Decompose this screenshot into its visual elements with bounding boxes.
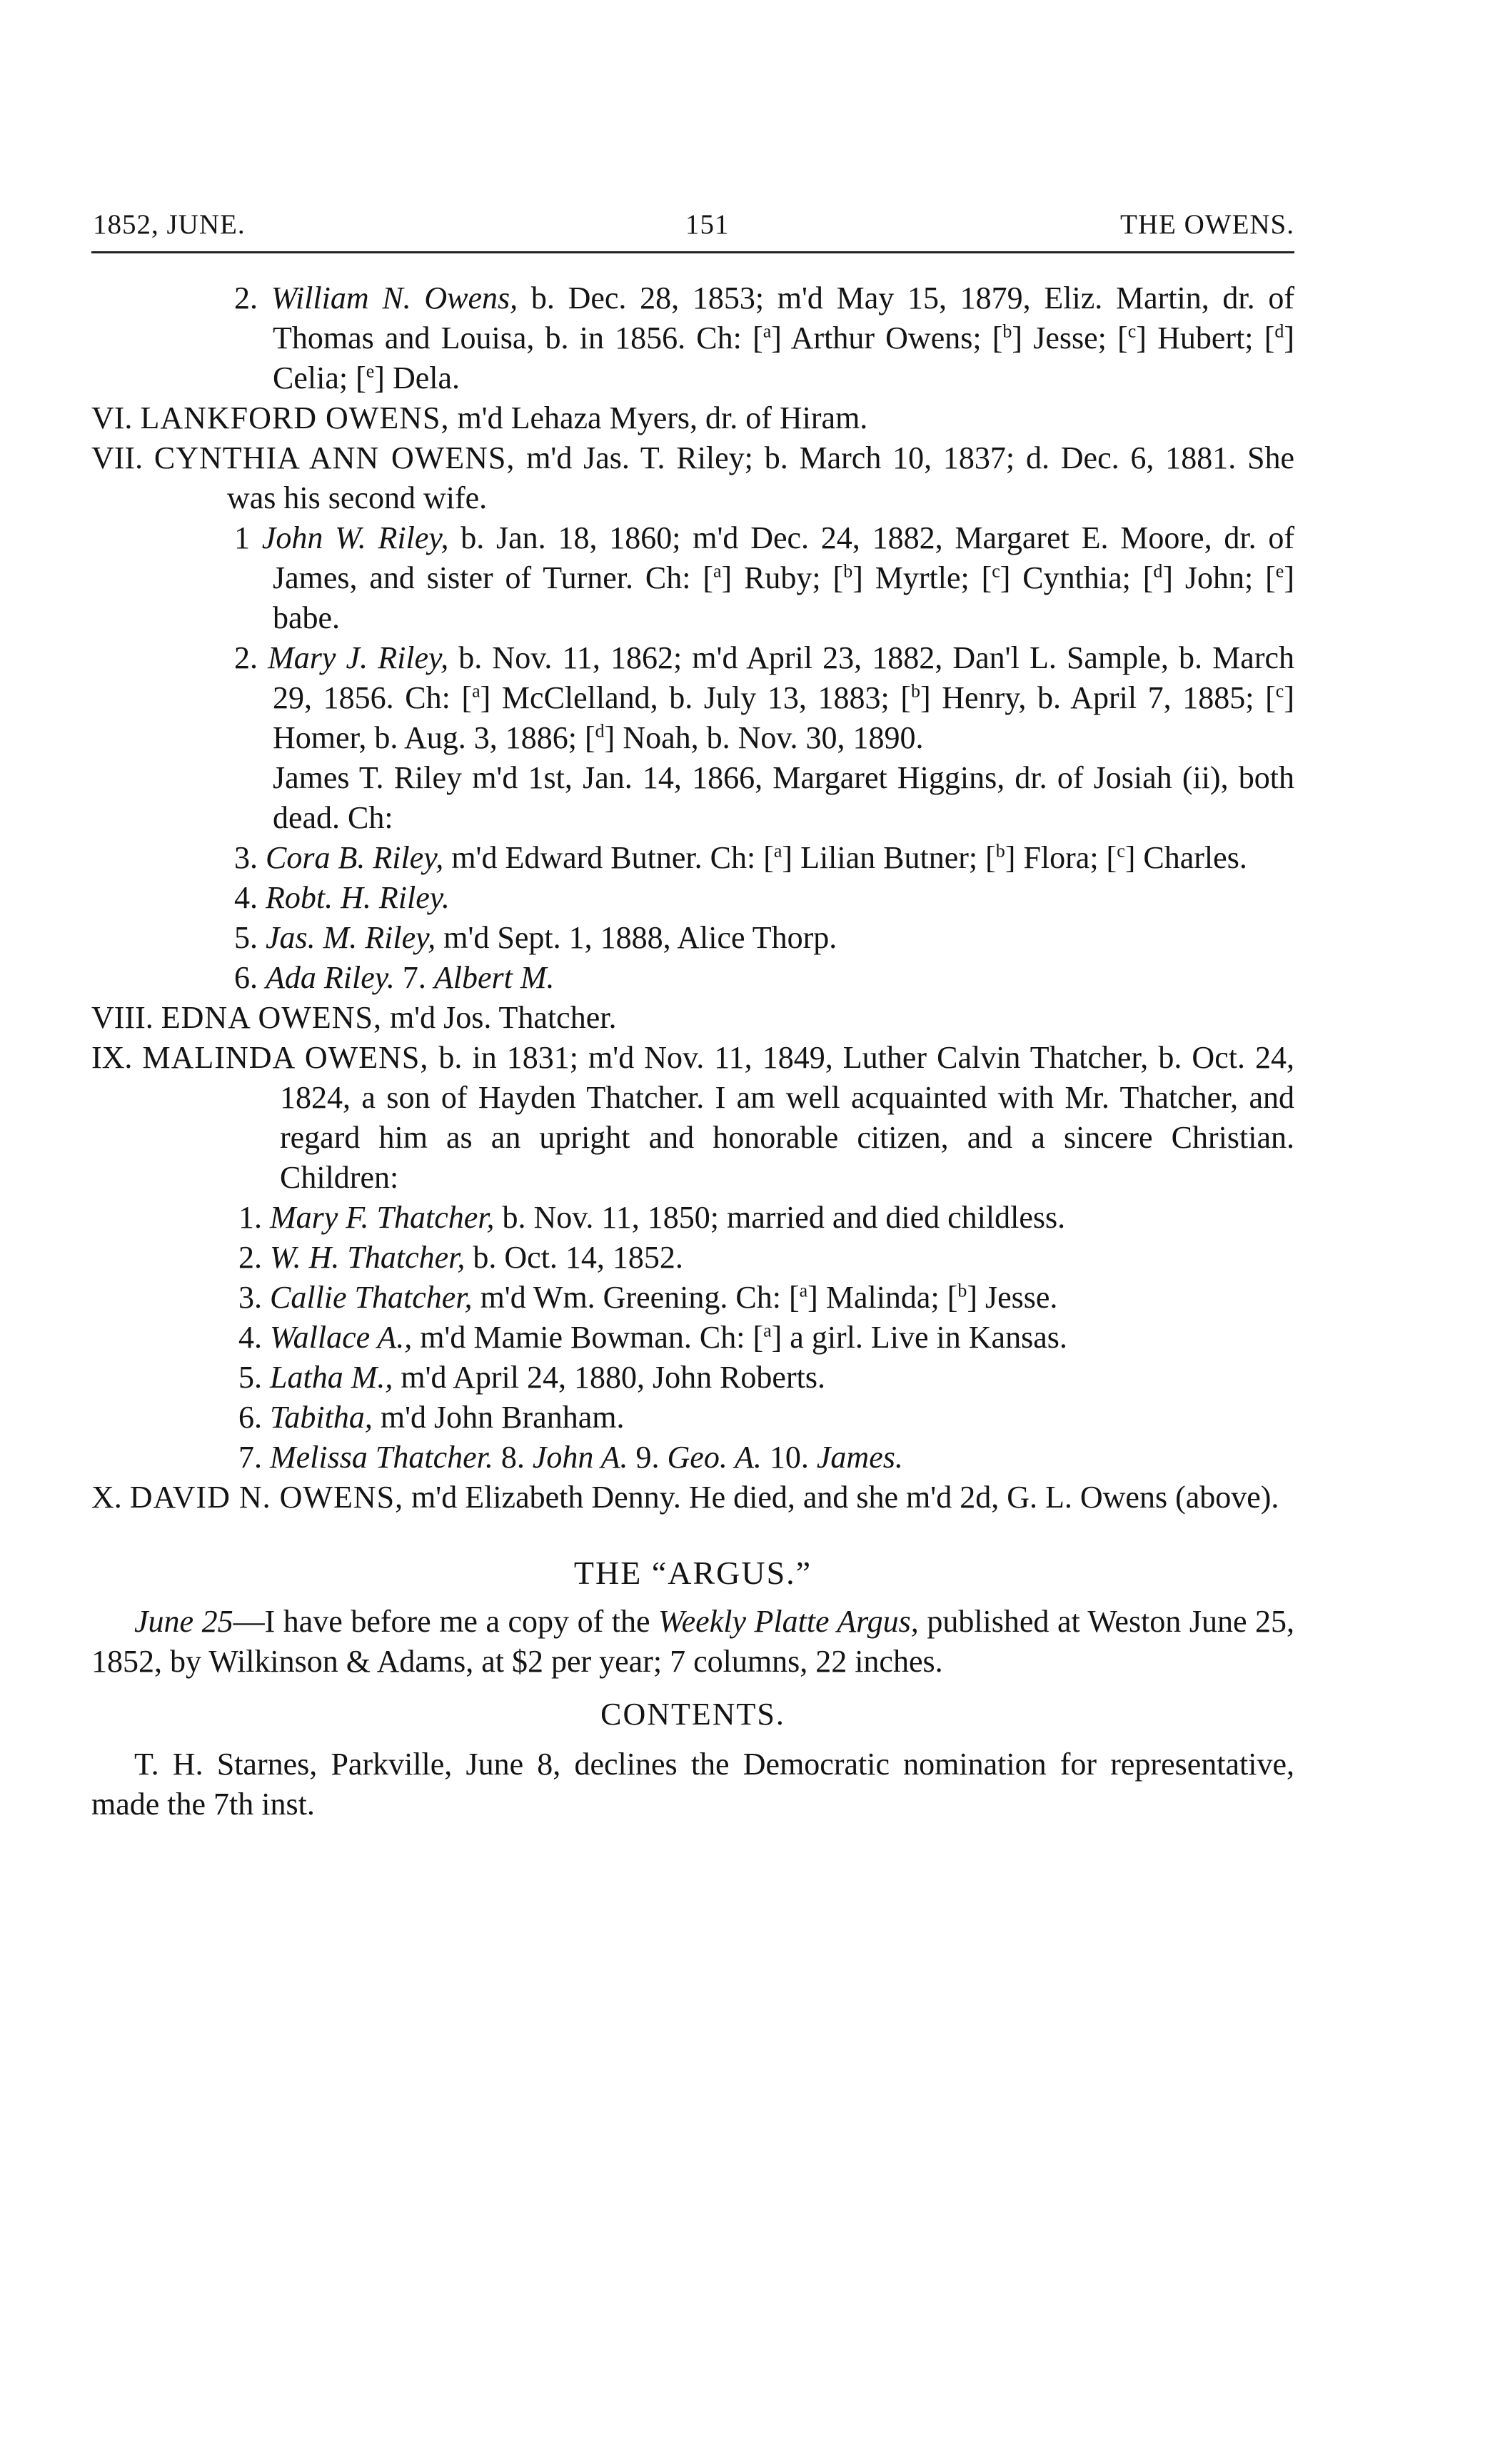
entry-mary-riley: 2. Mary J. Riley, b. Nov. 11, 1862; m'd April 23, 1882, Dan'l L. Sample, b. March 29, 1856. Ch: [$^a$] McClelland, b. July 13, 1883; [$^b$] Henry, b. April 7, 1885; [$^c$] Homer, b. Aug. 3, 1886; [$^d$] Noah, b. Nov. 30, 1890. bbox=[234, 640, 1303, 755]
contents-heading: CONTENTS. bbox=[600, 1697, 785, 1732]
entry-robt-riley: 4. Robt. H. Riley. bbox=[234, 880, 450, 915]
entry-john-riley: 1 John W. Riley, b. Jan. 18, 1860; m'd Dec. 24, 1882, Margaret E. Moore, dr. of James, and sister of Turner. Ch: [$^a$] Ruby; [$^b$] Myrtle; [$^c$] Cynthia; [$^d$] John; [$^e$] babe. bbox=[234, 520, 1303, 635]
entry-x-david-owens: X. DAVID N. OWENS, m'd Elizabeth Denny. He died, and she m'd 2d, G. L. Owens (above). bbox=[91, 1480, 1279, 1515]
entry-callie-thatcher: 3. Callie Thatcher, m'd Wm. Greening. Ch: [$^a$] Malinda; [$^b$] Jesse. bbox=[238, 1280, 1058, 1315]
entry-jas-riley: 5. Jas. M. Riley, m'd Sept. 1, 1888, Alice Thorp. bbox=[234, 920, 837, 955]
entry-ada-albert-riley: 6. Ada Riley. 7. Albert M. bbox=[234, 960, 555, 995]
entry-vii-cynthia-ann-owens: VII. CYNTHIA ANN OWENS, m'd Jas. T. Riley; b. March 10, 1837; d. Dec. 6, 1881. She was his second wife. bbox=[91, 440, 1303, 515]
contents-paragraph: T. H. Starnes, Parkville, June 8, declines the Democratic nomination for representative, made the 7th inst. bbox=[91, 1747, 1294, 1822]
entry-mary-thatcher: 1. Mary F. Thatcher, b. Nov. 11, 1850; married and died childless. bbox=[238, 1200, 1066, 1235]
entry-vi-lankford-owens: VI. LANKFORD OWENS, m'd Lehaza Myers, dr. of Hiram. bbox=[91, 400, 868, 435]
argus-heading: THE “ARGUS.” bbox=[573, 1555, 812, 1591]
book-page bbox=[91, 0, 1303, 2464]
entry-latha: 5. Latha M., m'd April 24, 1880, John Roberts. bbox=[238, 1360, 825, 1395]
riley-first-marriage-note: James T. Riley m'd 1st, Jan. 14, 1866, Margaret Higgins, dr. of Josiah (ii), both dead. Ch: bbox=[273, 760, 1294, 835]
argus-paragraph: June 25—I have before me a copy of the Weekly Platte Argus, published at Weston June 25, 1852, by Wilkinson & Adams, at $2 per year; 7 columns, 22 inches. bbox=[91, 1604, 1303, 1679]
entry-ix-malinda-owens: IX. MALINDA OWENS, b. in 1831; m'd Nov. 11, 1849, Luther Calvin Thatcher, b. Oct. 24, 1824, a son of Hayden Thatcher. I am well acquainted with Mr. Thatcher, and regard him as an upright and honorable citizen, and a sincere Christian. Children: bbox=[91, 1040, 1303, 1195]
entry-wallace: 4. Wallace A., m'd Mamie Bowman. Ch: [$^a$] a girl. Live in Kansas. bbox=[238, 1320, 1067, 1355]
running-header bbox=[91, 208, 1294, 244]
entry-cora-riley: 3. Cora B. Riley, m'd Edward Butner. Ch: [$^a$] Lilian Butner; [$^b$] Flora; [$^c$] Charles. bbox=[234, 840, 1247, 875]
page-body bbox=[91, 278, 1303, 1824]
entry-viii-edna-owens: VIII. EDNA OWENS, m'd Jos. Thatcher. bbox=[91, 1000, 617, 1035]
entry-william-owens: 2. William N. Owens, b. Dec. 28, 1853; m'd May 15, 1879, Eliz. Martin, dr. of Thomas and Louisa, b. in 1856. Ch: [$^a$] Arthur Owens; [$^b$] Jesse; [$^c$] Hubert; [$^d$] Celia; [$^e$] Dela. bbox=[234, 281, 1303, 395]
entry-tabitha: 6. Tabitha, m'd John Branham. bbox=[238, 1400, 625, 1435]
header-rule bbox=[91, 251, 1294, 253]
header-date: 1852, JUNE. bbox=[93, 209, 246, 240]
page-number: 151 bbox=[685, 209, 730, 240]
header-title: THE OWENS. bbox=[1120, 209, 1294, 240]
entry-remaining-children: 7. Melissa Thatcher. 8. John A. 9. Geo. A. 10. James. bbox=[238, 1440, 903, 1475]
entry-wh-thatcher: 2. W. H. Thatcher, b. Oct. 14, 1852. bbox=[238, 1240, 683, 1275]
